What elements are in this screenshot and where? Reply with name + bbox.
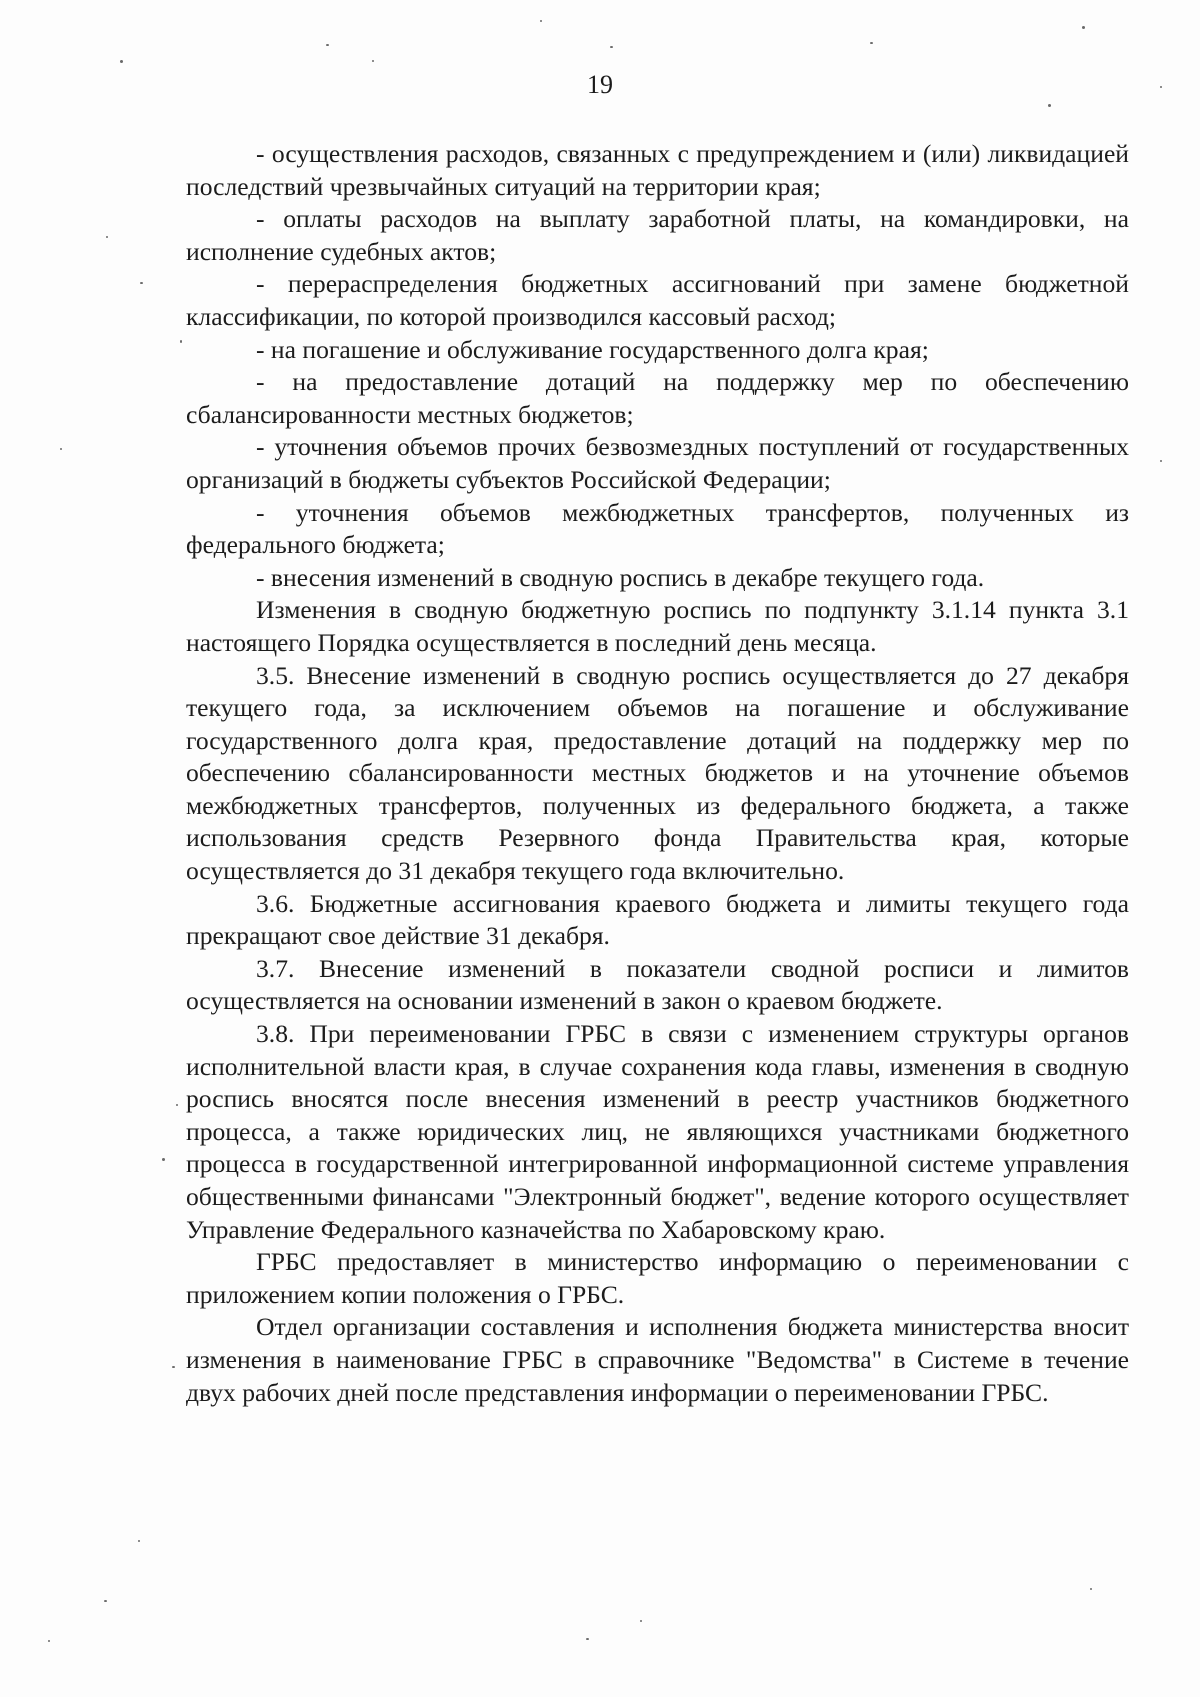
scan-speck [176, 1104, 178, 1106]
scan-speck [162, 1158, 165, 1161]
scan-speck [372, 60, 374, 62]
paragraph-8: - внесения изменений в сводную роспись в декабре текущего года. [256, 562, 985, 592]
paragraph-4: - на погашение и обслуживание государственного долга края; [256, 334, 929, 364]
paragraph-11: 3.6. Бюджетные ассигнования краевого бюджета и лимиты текущего года прекращают свое действие 31 декабря. [186, 888, 1129, 951]
paragraph-13: 3.8. При переименовании ГРБС в связи с изменением структуры органов исполнительной власти края, в случае сохранения кода главы, изменения в сводную роспись вносятся после внесения изменений в реестр участников бюджетного процесса, а также юридических лиц, не являющихся участниками бюджетного процесса в государственной интегрированной информационной системе управления общественными финансами "Электронный бюджет", ведение которого осуществляет Управление Федерального казначейства по Хабаровскому краю. [186, 1019, 1129, 1244]
paragraph-1: - осуществления расходов, связанных с предупреждением и (или) ликвидацией последствий чрезвычайных ситуаций на территории края; [186, 139, 1129, 201]
paragraph-10: 3.5. Внесение изменений в сводную роспись осуществляется до 27 декабря текущего года, за исключением объемов на погашение и обслуживание государственного долга края, предоставление дотаций на поддержку мер по обеспечению сбалансированности местных бюджетов и на уточнение объемов межбюджетных трансфертов, полученных из федерального бюджета, а также использования средств Резервного фонда Правительства края, которые осуществляется до 31 декабря текущего года включительно. [186, 660, 1129, 886]
scan-speck [326, 44, 329, 46]
scan-speck [140, 282, 143, 284]
scan-speck [1048, 104, 1051, 107]
paragraph-15: Отдел организации составления и исполнения бюджета министерства вносит изменения в наименование ГРБС в справочнике "Ведомства" в Системе в течение двух рабочих дней после представления информации о переименовании ГРБС. [186, 1312, 1129, 1407]
scan-speck [586, 1638, 589, 1640]
scan-speck [640, 1620, 642, 1622]
scan-speck [120, 60, 123, 63]
scan-speck [106, 236, 108, 238]
scan-speck [180, 340, 182, 343]
scan-speck [540, 20, 542, 22]
paragraph-5: - на предоставление дотаций на поддержку мер по обеспечению сбалансированности местных бюджетов; [186, 367, 1129, 429]
scan-speck [172, 1366, 175, 1368]
page-number: 19 [587, 70, 613, 99]
paragraph-9: Изменения в сводную бюджетную роспись по подпункту 3.1.14 пункта 3.1 настоящего Порядка осуществляется в последний день месяца. [186, 595, 1129, 657]
scan-speck [1082, 26, 1085, 29]
scan-speck [104, 1600, 107, 1602]
paragraph-6: - уточнения объемов прочих безвозмездных поступлений от государственных организаций в бюджеты субъектов Российской Федерации; [186, 432, 1129, 494]
paragraph-3: - перераспределения бюджетных ассигнований при замене бюджетной классификации, по которой производился кассовый расход; [186, 269, 1129, 331]
scan-speck [610, 46, 613, 48]
scan-speck [1160, 86, 1162, 88]
paragraph-12: 3.7. Внесение изменений в показатели сводной росписи и лимитов осуществляется на основании изменений в закон о краевом бюджете. [186, 953, 1129, 1016]
scan-speck [138, 1540, 140, 1542]
scan-speck [48, 1640, 50, 1642]
scan-speck [870, 42, 873, 44]
paragraph-14: ГРБС предоставляет в министерство информацию о переименовании с приложением копии положения о ГРБС. [186, 1247, 1129, 1309]
scan-speck [1090, 1588, 1092, 1590]
document-body [186, 138, 1129, 1409]
paragraph-2: - оплаты расходов на выплату заработной платы, на командировки, на исполнение судебных актов; [186, 204, 1129, 266]
scan-speck [1160, 460, 1162, 462]
paragraph-7: - уточнения объемов межбюджетных трансфертов, полученных из федерального бюджета; [186, 497, 1129, 560]
scan-speck [60, 448, 62, 450]
